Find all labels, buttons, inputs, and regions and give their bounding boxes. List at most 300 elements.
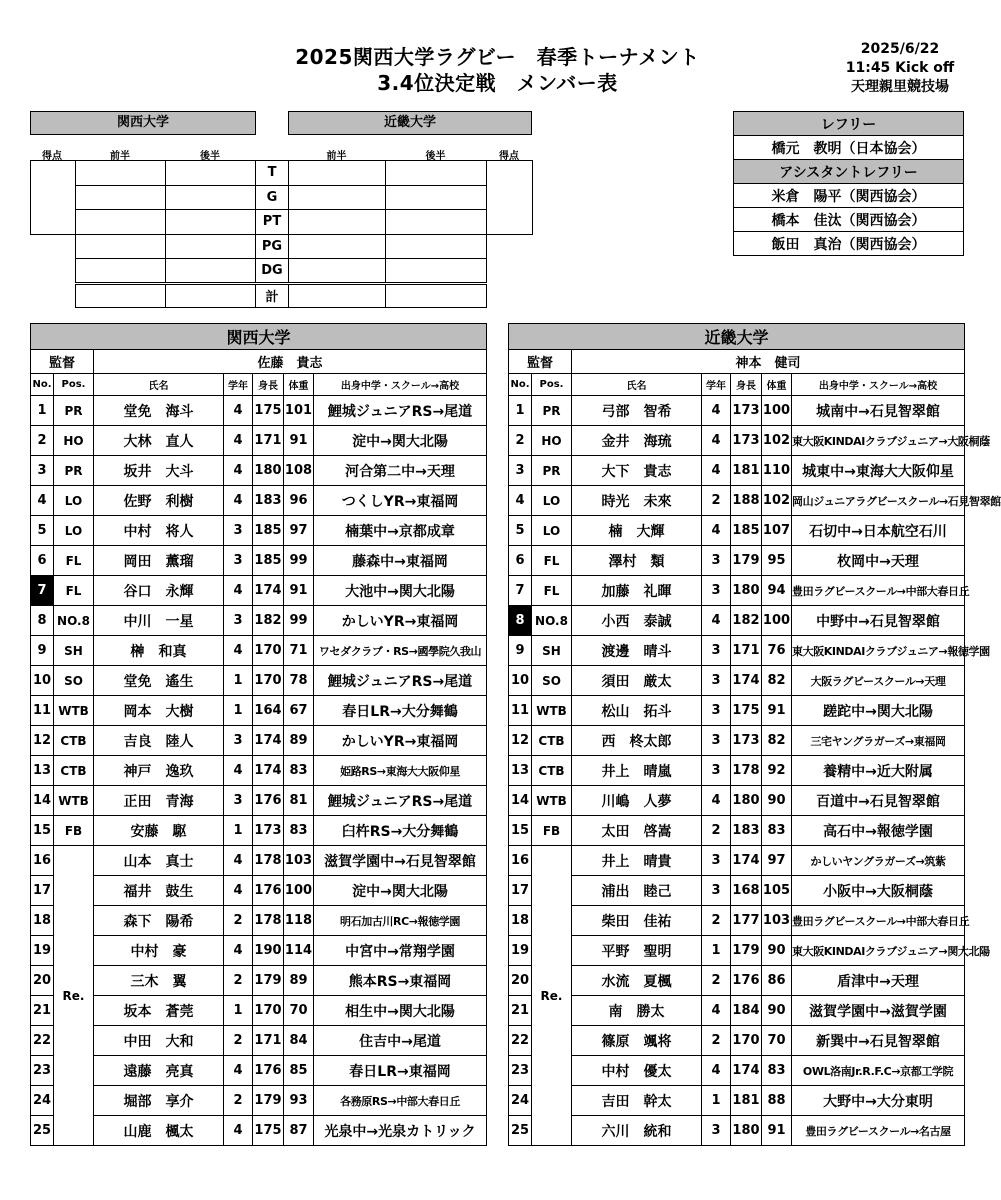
- label-second-half-left: 後半: [200, 151, 220, 162]
- player-name: 渡邊 晴斗: [572, 636, 702, 666]
- player-school: 盾津中→天理: [792, 966, 965, 996]
- player-height: 180: [731, 786, 762, 816]
- player-number: 20: [31, 966, 54, 996]
- player-row: [509, 1026, 965, 1056]
- player-weight: 90: [762, 996, 792, 1026]
- player-row: [509, 456, 965, 486]
- player-grade: 3: [702, 636, 731, 666]
- total-score-right: [487, 161, 533, 235]
- player-position: LO: [54, 516, 94, 546]
- player-row: [31, 996, 487, 1026]
- player-weight: 92: [762, 756, 792, 786]
- score-cell: [166, 185, 256, 210]
- player-weight: 81: [284, 786, 314, 816]
- player-position: NO.8: [532, 606, 572, 636]
- player-grade: 4: [702, 396, 731, 426]
- player-school: 住吉中→尾道: [314, 1026, 487, 1056]
- player-position: CTB: [532, 756, 572, 786]
- player-row: [31, 516, 487, 546]
- player-height: 178: [253, 846, 284, 876]
- score-cell: [166, 259, 256, 284]
- player-grade: 2: [702, 906, 731, 936]
- player-name: 榊 和真: [94, 636, 224, 666]
- player-height: 171: [731, 636, 762, 666]
- player-row: [31, 1116, 487, 1146]
- player-name: 中村 将人: [94, 516, 224, 546]
- player-name: 岡本 大樹: [94, 696, 224, 726]
- player-weight: 102: [762, 426, 792, 456]
- player-grade: 3: [702, 756, 731, 786]
- player-number: 2: [509, 426, 532, 456]
- player-position: PR: [54, 456, 94, 486]
- player-number: 23: [31, 1056, 54, 1086]
- player-name: 井上 晴貴: [572, 846, 702, 876]
- player-name: 岡田 薫瑠: [94, 546, 224, 576]
- player-position: LO: [54, 486, 94, 516]
- player-name: 浦出 睦己: [572, 876, 702, 906]
- player-weight: 71: [284, 636, 314, 666]
- player-position: NO.8: [54, 606, 94, 636]
- player-row: [31, 576, 487, 606]
- player-number: 21: [31, 996, 54, 1026]
- player-height: 170: [253, 636, 284, 666]
- player-height: 184: [731, 996, 762, 1026]
- player-position: CTB: [54, 756, 94, 786]
- player-name: 大林 直人: [94, 426, 224, 456]
- player-grade: 1: [224, 816, 253, 846]
- player-weight: 84: [284, 1026, 314, 1056]
- score-cell: [289, 259, 386, 284]
- player-number: 13: [31, 756, 54, 786]
- player-number: 7: [509, 576, 532, 606]
- player-row: [31, 846, 487, 876]
- score-row-label: G: [256, 185, 289, 210]
- player-number: 14: [509, 786, 532, 816]
- player-school: 光泉中→光泉カトリック: [314, 1116, 487, 1146]
- player-school: 小阪中→大阪桐蔭: [792, 876, 965, 906]
- player-weight: 100: [284, 876, 314, 906]
- player-name: 山鹿 楓太: [94, 1116, 224, 1146]
- player-school: 河合第二中→天理: [314, 456, 487, 486]
- player-number: 12: [509, 726, 532, 756]
- player-school: 中宮中→常翔学園: [314, 936, 487, 966]
- player-number: 11: [509, 696, 532, 726]
- player-position: PR: [54, 396, 94, 426]
- player-row: [31, 1086, 487, 1116]
- score-cell: [289, 234, 386, 259]
- player-name: 神戸 逸玖: [94, 756, 224, 786]
- player-row: [31, 1056, 487, 1086]
- player-row: [509, 996, 965, 1026]
- player-number: 1: [509, 396, 532, 426]
- player-row: [509, 1086, 965, 1116]
- player-height: 171: [253, 426, 284, 456]
- player-number: 22: [31, 1026, 54, 1056]
- player-position: CTB: [532, 726, 572, 756]
- player-row: [509, 396, 965, 426]
- player-name: 南 勝太: [572, 996, 702, 1026]
- player-weight: 110: [762, 456, 792, 486]
- player-school: 蹉跎中→関大北陽: [792, 696, 965, 726]
- player-position: FL: [54, 576, 94, 606]
- player-height: 185: [253, 546, 284, 576]
- player-number: 23: [509, 1056, 532, 1086]
- player-number: 17: [509, 876, 532, 906]
- player-number: 6: [31, 546, 54, 576]
- player-grade: 3: [224, 786, 253, 816]
- player-school: 明石加古川RC→報徳学園: [314, 906, 487, 936]
- player-school: 淀中→関大北陽: [314, 426, 487, 456]
- player-grade: 4: [702, 1056, 731, 1086]
- player-height: 176: [253, 786, 284, 816]
- player-weight: 94: [762, 576, 792, 606]
- player-school: 東大阪KINDAIクラブジュニア→報徳学園: [792, 636, 965, 666]
- player-weight: 101: [284, 396, 314, 426]
- title-line-1: 2025関西大学ラグビー 春季トーナメント: [295, 45, 700, 69]
- player-height: 170: [253, 666, 284, 696]
- score-row-label: PT: [256, 210, 289, 235]
- player-row: [31, 726, 487, 756]
- player-height: 180: [253, 456, 284, 486]
- player-number: 19: [509, 936, 532, 966]
- player-school: 枚岡中→天理: [792, 546, 965, 576]
- player-name: 中村 優太: [572, 1056, 702, 1086]
- label-second-half-right: 後半: [425, 151, 446, 162]
- player-name: 柴田 佳祐: [572, 906, 702, 936]
- player-number: 5: [509, 516, 532, 546]
- player-grade: 1: [702, 1086, 731, 1116]
- player-weight: 95: [762, 546, 792, 576]
- player-row: [509, 756, 965, 786]
- score-total-cell: [386, 283, 487, 308]
- player-name: 谷口 永輝: [94, 576, 224, 606]
- player-position: SO: [54, 666, 94, 696]
- player-height: 175: [253, 1116, 284, 1146]
- player-number: 25: [31, 1116, 54, 1146]
- match-info: [820, 40, 980, 97]
- player-height: 181: [731, 456, 762, 486]
- roster-kindai: [508, 323, 1001, 1146]
- player-weight: 83: [284, 816, 314, 846]
- player-school: 大野中→大分東明: [792, 1086, 965, 1116]
- label-first-half-left: 前半: [110, 151, 130, 162]
- player-weight: 87: [284, 1116, 314, 1146]
- player-height: 173: [253, 816, 284, 846]
- player-weight: 83: [762, 816, 792, 846]
- player-school: 岡山ジュニアラグビースクール→石見智翠館: [792, 486, 965, 516]
- player-grade: 2: [702, 486, 731, 516]
- player-grade: 4: [224, 576, 253, 606]
- player-position: HO: [54, 426, 94, 456]
- player-name: 正田 青海: [94, 786, 224, 816]
- player-grade: 4: [702, 996, 731, 1026]
- player-height: 178: [731, 756, 762, 786]
- player-number: 15: [509, 816, 532, 846]
- player-height: 168: [731, 876, 762, 906]
- player-number: 14: [31, 786, 54, 816]
- player-height: 185: [253, 516, 284, 546]
- player-school: 鯉城ジュニアRS→尾道: [314, 786, 487, 816]
- player-weight: 76: [762, 636, 792, 666]
- player-row: [31, 906, 487, 936]
- player-row: [509, 576, 965, 606]
- player-school: 中野中→石見智翠館: [792, 606, 965, 636]
- player-weight: 97: [762, 846, 792, 876]
- player-row: [509, 426, 965, 456]
- team-name-header: 関西大学: [31, 324, 487, 350]
- player-name: 澤村 類: [572, 546, 702, 576]
- player-name: 水流 夏楓: [572, 966, 702, 996]
- player-grade: 3: [224, 516, 253, 546]
- player-weight: 70: [762, 1026, 792, 1056]
- player-weight: 107: [762, 516, 792, 546]
- player-weight: 85: [284, 1056, 314, 1086]
- player-weight: 100: [762, 606, 792, 636]
- player-grade: 4: [224, 426, 253, 456]
- player-weight: 91: [762, 696, 792, 726]
- score-row-label: T: [256, 161, 289, 186]
- player-number: 13: [509, 756, 532, 786]
- assistant-referee-name: 飯田 真治（関西協会）: [734, 232, 964, 256]
- player-number: 10: [31, 666, 54, 696]
- player-position: WTB: [54, 786, 94, 816]
- player-school: 淀中→関大北陽: [314, 876, 487, 906]
- player-position: SO: [532, 666, 572, 696]
- score-cell: [166, 234, 256, 259]
- column-header-weight: 体重: [762, 374, 792, 396]
- player-school: 楠葉中→京都成章: [314, 516, 487, 546]
- score-cell: [76, 185, 166, 210]
- player-school: かしいYR→東福岡: [314, 726, 487, 756]
- score-row-label: PG: [256, 234, 289, 259]
- player-row: [509, 696, 965, 726]
- player-weight: 100: [762, 396, 792, 426]
- player-school: 熊本RS→東福岡: [314, 966, 487, 996]
- player-row: [509, 786, 965, 816]
- player-height: 178: [253, 906, 284, 936]
- player-height: 177: [731, 906, 762, 936]
- player-grade: 3: [702, 1116, 731, 1146]
- player-position: SH: [54, 636, 94, 666]
- player-position: WTB: [532, 786, 572, 816]
- column-header-no: No.: [509, 374, 532, 396]
- player-grade: 3: [702, 666, 731, 696]
- player-school: 臼杵RS→大分舞鶴: [314, 816, 487, 846]
- player-name: 大下 貴志: [572, 456, 702, 486]
- venue: 天理親里競技場: [851, 79, 949, 95]
- player-row: [31, 756, 487, 786]
- score-cell: [386, 210, 487, 235]
- player-grade: 4: [702, 606, 731, 636]
- player-weight: 90: [762, 936, 792, 966]
- player-number: 9: [31, 636, 54, 666]
- referee-label: レフリー: [734, 112, 964, 136]
- player-name: 井上 晴嵐: [572, 756, 702, 786]
- player-row: [31, 636, 487, 666]
- player-number: 19: [31, 936, 54, 966]
- player-row: [509, 666, 965, 696]
- player-number: 24: [31, 1086, 54, 1116]
- player-weight: 93: [284, 1086, 314, 1116]
- coach-name: 佐藤 貴志: [94, 350, 487, 374]
- player-position: FL: [532, 576, 572, 606]
- player-name: 小西 泰誠: [572, 606, 702, 636]
- player-number: 3: [509, 456, 532, 486]
- player-row: [509, 1056, 965, 1086]
- player-height: 174: [731, 1056, 762, 1086]
- player-grade: 2: [702, 1026, 731, 1056]
- player-row: [509, 1116, 965, 1146]
- player-school: 新巽中→石見智翠館: [792, 1026, 965, 1056]
- player-name: 坂井 大斗: [94, 456, 224, 486]
- score-spacer: [31, 283, 76, 308]
- column-header-school: 出身中学・スクール→高校: [314, 374, 487, 396]
- score-cell: [289, 210, 386, 235]
- player-weight: 99: [284, 606, 314, 636]
- player-position: HO: [532, 426, 572, 456]
- player-height: 179: [731, 546, 762, 576]
- assistant-referee-name: 米倉 陽平（関西協会）: [734, 184, 964, 208]
- player-height: 174: [731, 846, 762, 876]
- player-name: 中村 豪: [94, 936, 224, 966]
- player-position: FL: [532, 546, 572, 576]
- player-row: [509, 546, 965, 576]
- player-grade: 2: [702, 816, 731, 846]
- player-school: 高石中→報徳学園: [792, 816, 965, 846]
- player-name: 中川 一星: [94, 606, 224, 636]
- player-grade: 3: [224, 726, 253, 756]
- player-weight: 102: [762, 486, 792, 516]
- match-date: 2025/6/22: [860, 41, 940, 57]
- player-school: 豊田ラグビースクール→中部大春日丘: [792, 576, 965, 606]
- player-school: 滋賀学園中→滋賀学園: [792, 996, 965, 1026]
- player-weight: 86: [762, 966, 792, 996]
- player-school: 豊田ラグビースクール→中部大春日丘: [792, 906, 965, 936]
- player-grade: 4: [224, 756, 253, 786]
- player-school: 石切中→日本航空石川: [792, 516, 965, 546]
- player-grade: 4: [224, 936, 253, 966]
- player-height: 171: [253, 1026, 284, 1056]
- player-grade: 4: [702, 456, 731, 486]
- player-number: 5: [31, 516, 54, 546]
- player-row: [31, 486, 487, 516]
- player-row: [509, 816, 965, 846]
- coach-label: 監督: [31, 350, 94, 374]
- player-number: 10: [509, 666, 532, 696]
- score-total-cell: [289, 283, 386, 308]
- roster-kansai: [30, 323, 486, 1146]
- player-height: 174: [731, 666, 762, 696]
- player-school: かしいYR→東福岡: [314, 606, 487, 636]
- player-weight: 82: [762, 726, 792, 756]
- player-height: 179: [253, 1086, 284, 1116]
- score-spacer: [487, 283, 533, 308]
- player-number: 24: [509, 1086, 532, 1116]
- player-grade: 4: [224, 456, 253, 486]
- player-weight: 89: [284, 726, 314, 756]
- player-weight: 97: [284, 516, 314, 546]
- player-grade: 2: [702, 966, 731, 996]
- player-weight: 103: [284, 846, 314, 876]
- player-number: 16: [31, 846, 54, 876]
- player-name: 吉田 幹太: [572, 1086, 702, 1116]
- player-height: 170: [253, 996, 284, 1026]
- player-school: 鯉城ジュニアRS→尾道: [314, 396, 487, 426]
- player-weight: 96: [284, 486, 314, 516]
- player-height: 183: [731, 816, 762, 846]
- player-weight: 67: [284, 696, 314, 726]
- player-weight: 82: [762, 666, 792, 696]
- player-row: [509, 966, 965, 996]
- player-height: 176: [253, 1056, 284, 1086]
- player-row: [509, 636, 965, 666]
- player-height: 182: [253, 606, 284, 636]
- player-row: [509, 516, 965, 546]
- player-grade: 4: [224, 636, 253, 666]
- label-points-right: 得点: [499, 151, 519, 162]
- player-row: [31, 606, 487, 636]
- player-number: 9: [509, 636, 532, 666]
- column-header-school: 出身中学・スクール→高校: [792, 374, 965, 396]
- player-height: 180: [731, 1116, 762, 1146]
- player-name: 中田 大和: [94, 1026, 224, 1056]
- officials-panel: [733, 111, 964, 256]
- kickoff-time: 11:45 Kick off: [845, 60, 955, 76]
- assistant-referee-label: アシスタントレフリー: [734, 160, 964, 184]
- player-height: 164: [253, 696, 284, 726]
- player-position: WTB: [54, 696, 94, 726]
- player-position: PR: [532, 396, 572, 426]
- player-weight: 103: [762, 906, 792, 936]
- player-number: 17: [31, 876, 54, 906]
- player-number: 6: [509, 546, 532, 576]
- player-height: 181: [731, 1086, 762, 1116]
- score-team-right-header: 近畿大学: [288, 111, 532, 135]
- score-total-cell: [166, 283, 256, 308]
- player-weight: 89: [284, 966, 314, 996]
- score-row-label: DG: [256, 259, 289, 284]
- player-grade: 4: [702, 516, 731, 546]
- player-height: 175: [731, 696, 762, 726]
- player-grade: 2: [224, 966, 253, 996]
- player-name: 時光 未來: [572, 486, 702, 516]
- player-grade: 2: [224, 1086, 253, 1116]
- player-name: 松山 拓斗: [572, 696, 702, 726]
- player-name: 安藤 駆: [94, 816, 224, 846]
- player-school: 春日LR→大分舞鶴: [314, 696, 487, 726]
- player-number: 18: [509, 906, 532, 936]
- score-cell: [166, 161, 256, 186]
- player-number: 21: [509, 996, 532, 1026]
- column-header-grade: 学年: [702, 374, 731, 396]
- player-grade: 1: [224, 666, 253, 696]
- player-height: 174: [253, 576, 284, 606]
- player-grade: 4: [224, 396, 253, 426]
- player-name: 太田 啓嵩: [572, 816, 702, 846]
- player-school: 大阪ラグビースクール→天理: [792, 666, 965, 696]
- player-school: 滋賀学園中→石見智翠館: [314, 846, 487, 876]
- column-header-no: No.: [31, 374, 54, 396]
- player-name: 坂本 蒼莞: [94, 996, 224, 1026]
- column-header-pos: Pos.: [532, 374, 572, 396]
- column-header-name: 氏名: [94, 374, 224, 396]
- player-number: 15: [31, 816, 54, 846]
- player-school: OWL洛南Jr.R.F.C→京都工学院: [792, 1056, 965, 1086]
- score-cell: [76, 210, 166, 235]
- player-number: 4: [509, 486, 532, 516]
- player-name: 堂免 遙生: [94, 666, 224, 696]
- player-height: 173: [731, 396, 762, 426]
